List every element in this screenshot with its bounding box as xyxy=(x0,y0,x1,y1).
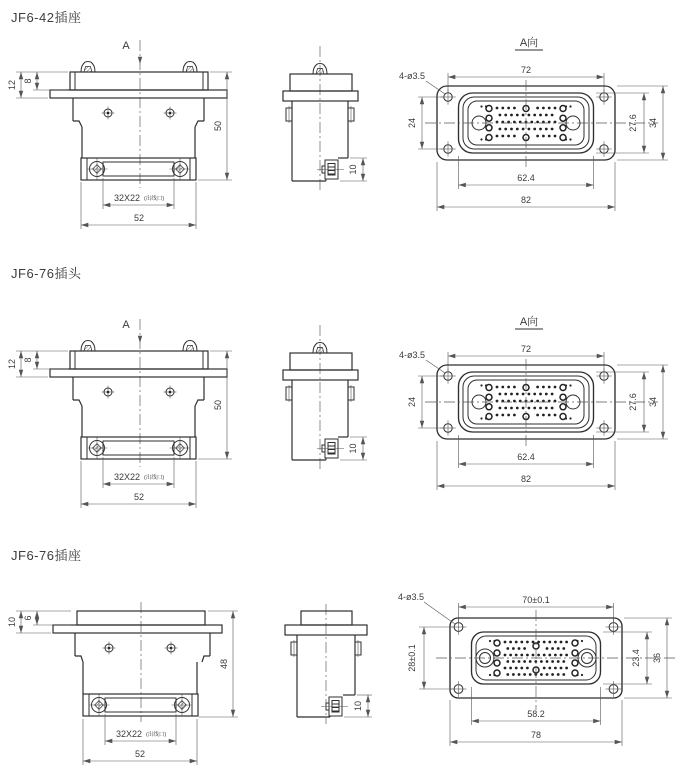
dim-label: 32X22 xyxy=(113,472,141,482)
dim-label: 50 xyxy=(213,120,223,132)
dim-label: 48 xyxy=(219,658,229,670)
mount-hole-callout: 4-ø3.5 xyxy=(398,350,426,360)
dim-label: 6 xyxy=(23,615,33,621)
view-direction-label: A向 xyxy=(519,316,539,328)
dim-label: 27.6 xyxy=(628,114,638,132)
section-title-jf6-76-socket: JF6-76插座 xyxy=(11,548,82,563)
dim-label: 58.2 xyxy=(527,709,545,719)
dim-label: 24 xyxy=(407,396,417,408)
dim-label: 62.4 xyxy=(517,452,535,462)
dim-label: 62.4 xyxy=(517,173,535,183)
dim-label: 78 xyxy=(530,730,542,740)
dim-label: 72 xyxy=(520,65,532,75)
dim-label: 27.6 xyxy=(628,393,638,411)
mount-hole-callout: 4-ø3.5 xyxy=(398,71,426,81)
dim-label: 8 xyxy=(23,78,33,84)
dim-label: 52 xyxy=(133,492,145,502)
dim-label: 28±0.1 xyxy=(407,644,417,672)
dim-label: 50 xyxy=(213,399,223,411)
section-2-side-view xyxy=(285,604,372,724)
dim-label: 23.4 xyxy=(631,649,641,667)
section-title-jf6-76-plug: JF6-76插头 xyxy=(11,266,82,281)
dim-label: 70±0.1 xyxy=(522,595,550,605)
dim-label: 10 xyxy=(348,443,358,454)
dim-label: 10 xyxy=(7,616,17,628)
view-direction-label: A向 xyxy=(519,37,539,49)
section-title-jf6-42-socket: JF6-42插座 xyxy=(11,10,82,25)
section-2-front-view xyxy=(7,602,238,765)
section-2-a-view xyxy=(398,592,675,746)
section-0-front-view xyxy=(7,40,232,229)
dim-label: 82 xyxy=(520,195,532,205)
section-arrow-label: A xyxy=(122,40,130,52)
dim-note: (出线口) xyxy=(144,196,165,202)
dim-label: 12 xyxy=(7,79,17,91)
mount-hole-callout: 4-ø3.5 xyxy=(397,592,425,602)
dim-label: 32X22 xyxy=(115,729,143,739)
dim-label: 52 xyxy=(134,749,146,759)
dim-label: 12 xyxy=(7,358,17,370)
section-1-side-view xyxy=(283,325,367,471)
section-1-front-view xyxy=(7,319,232,508)
section-0-side-view xyxy=(283,46,367,192)
dim-label: 34 xyxy=(648,117,658,129)
dim-label: 24 xyxy=(407,117,417,129)
section-1-a-view xyxy=(399,314,668,490)
dim-label: 72 xyxy=(520,344,532,354)
section-arrow-label: A xyxy=(122,319,130,331)
dim-label: 10 xyxy=(353,700,363,712)
dim-label: 82 xyxy=(520,474,532,484)
dim-label: 36 xyxy=(652,652,662,664)
dim-label: 10 xyxy=(348,164,358,175)
dim-label: 8 xyxy=(23,357,33,363)
section-0-a-view xyxy=(399,35,668,211)
dim-note: (出线口) xyxy=(144,475,165,481)
dim-label: 52 xyxy=(133,213,145,223)
dim-note: (出线口) xyxy=(146,732,167,738)
dim-label: 32X22 xyxy=(113,193,141,203)
dim-label: 34 xyxy=(648,396,658,408)
